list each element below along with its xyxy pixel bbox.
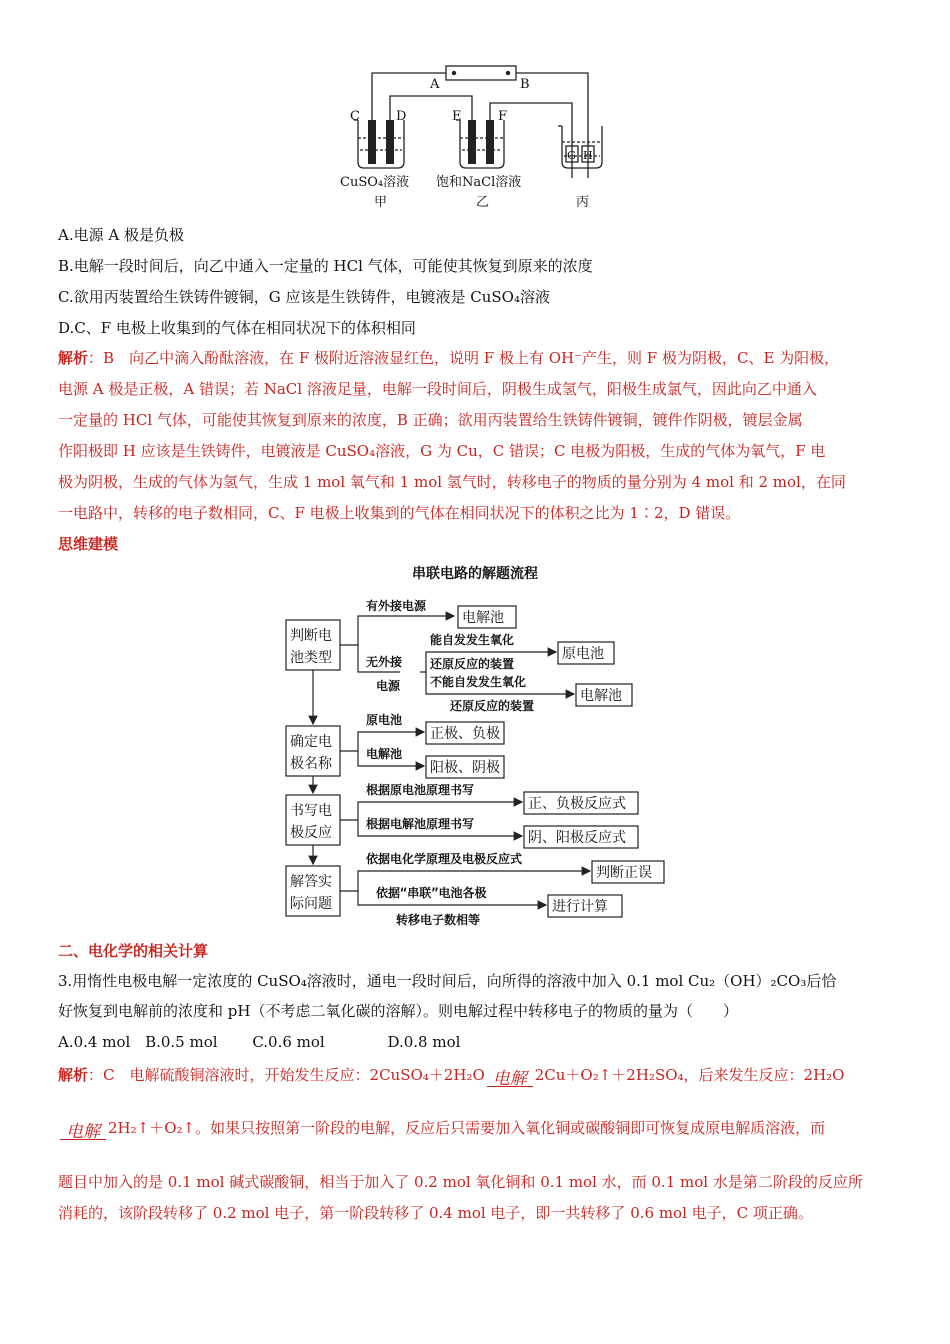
electrode-f-label: F — [498, 109, 508, 124]
result-anode-cathode-eq: 阴、阳极反应式 — [528, 830, 626, 846]
reaction-arrow-bar-2 — [60, 1139, 106, 1140]
electrolysis-condition-2: 电解 — [58, 1125, 108, 1140]
q3-option-d: D.0.8 mol — [387, 1033, 461, 1051]
electrode-d-label: D — [396, 109, 407, 124]
q2-analysis-line-3: 一定量的 HCl 气体，可能使其恢复到原来的浓度，B 正确；欲用丙装置给生铁铸件镀铜，镀件作阴极，镀层金属 — [58, 411, 803, 429]
q2-analysis-line-5: 极为阴极，生成的气体为氢气，生成 1 mol 氧气和 1 mol 氢气时，转移电子的物质的量分别为 4 mol 和 2 mol，在同 — [58, 473, 846, 491]
terminal-b-label: B — [520, 77, 530, 92]
result-judge: 判断正误 — [596, 865, 652, 881]
q3-line-2: 好恢复到电解前的浓度和 pH（不考虑二氧化碳的溶解）。则电解过程中转移电子的物质的量为（ ） — [58, 1002, 738, 1020]
q3-options — [58, 1032, 460, 1052]
electrode-h-label: H — [583, 149, 593, 162]
electrode-c-label: C — [350, 109, 360, 124]
q3-option-b: B.0.5 mol — [145, 1033, 218, 1051]
result-pos-neg-eq: 正、负极反应式 — [528, 796, 626, 812]
q2-option-b: B.电解一段时间后，向乙中通入一定量的 HCl 气体，可能使其恢复到原来的浓度 — [58, 257, 593, 275]
label-spont-2: 还原反应的装置 — [430, 657, 515, 671]
model-heading: 思维建模 — [58, 535, 119, 553]
beaker-yi-name: 乙 — [476, 195, 490, 210]
box-reaction-line2: 极反应 — [290, 825, 332, 841]
beaker-yi-solution: 饱和NaCl溶液 — [436, 175, 522, 190]
q2-option-a: A.电源 A 极是负极 — [58, 226, 184, 244]
box-electrode-line2: 极名称 — [290, 756, 332, 772]
label-by-galvanic: 根据原电池原理书写 — [366, 783, 475, 797]
q3-analysis-rest — [58, 1167, 898, 1229]
q2-option-c: C.欲用丙装置给生铁铸件镀铜，G 应该是生铁铸件，电镀液是 CuSO₄溶液 — [58, 288, 550, 306]
q3-line-1: 3.用惰性电极电解一定浓度的 CuSO₄溶液时，通电一段时间后，向所得的溶液中加入 0.1 mol Cu₂（OH）₂CO₃后恰 — [58, 972, 837, 990]
analysis-label: 解析 — [58, 349, 89, 367]
electrolysis-apparatus-diagram — [330, 58, 620, 218]
electrode-e-label: E — [452, 109, 462, 124]
label-series-2: 转移电子数相等 — [396, 913, 481, 927]
label-nonspont-1: 不能自发发生氧化 — [430, 675, 527, 689]
box-solve-line1: 解答实 — [290, 874, 332, 890]
label-spont-1: 能自发发生氧化 — [430, 633, 515, 647]
result-pos-neg: 正极、负极 — [430, 726, 500, 742]
q2-analysis — [58, 343, 898, 529]
q3-option-a: A.0.4 mol — [58, 1033, 131, 1051]
label-electrolytic: 电解池 — [366, 747, 403, 761]
electrode-g-label: G — [567, 149, 576, 162]
analysis-answer-2: C — [103, 1066, 115, 1084]
box-reaction-line1: 书写电 — [290, 803, 332, 819]
label-series-1: 依据“串联”电池各极 — [376, 886, 487, 900]
analysis-answer: B — [103, 349, 115, 367]
box-judge-line2: 池类型 — [290, 650, 332, 666]
q3-analysis-line-1: 解析：C 电解硫酸铜溶液时，开始发生反应：2CuSO₄＋2H₂O 电解 2Cu＋O₂↑＋2H₂SO₄，后来发生反应：2H₂O — [58, 1066, 845, 1089]
label-external-power: 有外接电源 — [366, 599, 427, 613]
q2-option-d: D.C、F 电极上收集到的气体在相同状况下的体积相同 — [58, 319, 416, 337]
beaker-jia-solution: CuSO₄溶液 — [340, 175, 410, 190]
q2-analysis-line-2: 电源 A 极是正极，A 错误；若 NaCl 溶液足量，电解一段时间后，阴极生成氢气，阳极生成氯气，因此向乙中通入 — [58, 380, 817, 398]
label-nonspont-2: 还原反应的装置 — [450, 699, 535, 713]
reaction-arrow-bar — [487, 1086, 533, 1087]
q2-analysis-line-6: 一电路中，转移的电子数相同，C、F 电极上收集到的气体在相同状况下的体积之比为 1∶2，D 错误。 — [58, 504, 741, 522]
result-electrolytic-2: 电解池 — [580, 688, 622, 704]
beaker-jia-name: 甲 — [374, 195, 388, 210]
analysis-label-2: 解析 — [58, 1066, 89, 1084]
result-calc: 进行计算 — [552, 899, 608, 915]
q2-analysis-line-4: 作阳极即 H 应该是生铁铸件，电镀液是 CuSO₄溶液，G 为 Cu，C 错误；C 电极为阳极，生成的气体为氧气，F 电 — [58, 442, 826, 460]
series-circuit-flowchart — [280, 562, 670, 930]
box-judge-line1: 判断电 — [290, 628, 332, 644]
box-electrode-line1: 确定电 — [290, 734, 332, 750]
label-no-power-1: 无外接 — [366, 655, 403, 669]
flowchart-title: 串联电路的解题流程 — [412, 566, 538, 582]
q3-option-c: C.0.6 mol — [252, 1033, 325, 1051]
box-solve-line2: 际问题 — [290, 896, 332, 912]
section-2-heading: 二、电化学的相关计算 — [58, 942, 209, 960]
label-by-electrolytic: 根据电解池原理书写 — [366, 817, 475, 831]
q3-analysis-line-3: 题目中加入的是 0.1 mol 碱式碳酸铜，相当于加入了 0.2 mol 氧化铜和 0.1 mol 水，而 0.1 mol 水是第二阶段的反应所 — [58, 1173, 863, 1191]
electrolysis-condition: 电解 — [485, 1072, 535, 1087]
q2-analysis-line-1: 解析：B 向乙中滴入酚酞溶液，在 F 极附近溶液显红色，说明 F 极上有 OH⁻产生，则 F 极为阴极，C、E 为阳极， — [58, 349, 840, 367]
result-electrolytic-1: 电解池 — [462, 610, 504, 626]
label-galvanic: 原电池 — [366, 713, 403, 727]
terminal-a-label: A — [430, 77, 440, 92]
beaker-bing-name: 丙 — [576, 195, 590, 210]
q3-analysis-line-4: 消耗的，该阶段转移了 0.2 mol 电子，第一阶段转移了 0.4 mol 电子，即一共转移了 0.6 mol 电子，C 项正确。 — [58, 1204, 813, 1222]
q3-analysis-line-2: 电解 2H₂↑＋O₂↑。如果只按照第一阶段的电解，反应后只需要加入氧化铜或碳酸铜即可恢复成原电解质溶液，而 — [58, 1116, 825, 1140]
result-galvanic-1: 原电池 — [562, 646, 604, 662]
label-no-power-2: 电源 — [376, 679, 401, 693]
label-by-principle: 依据电化学原理及电极反应式 — [366, 852, 523, 866]
result-anode-cathode: 阳极、阴极 — [430, 760, 500, 776]
